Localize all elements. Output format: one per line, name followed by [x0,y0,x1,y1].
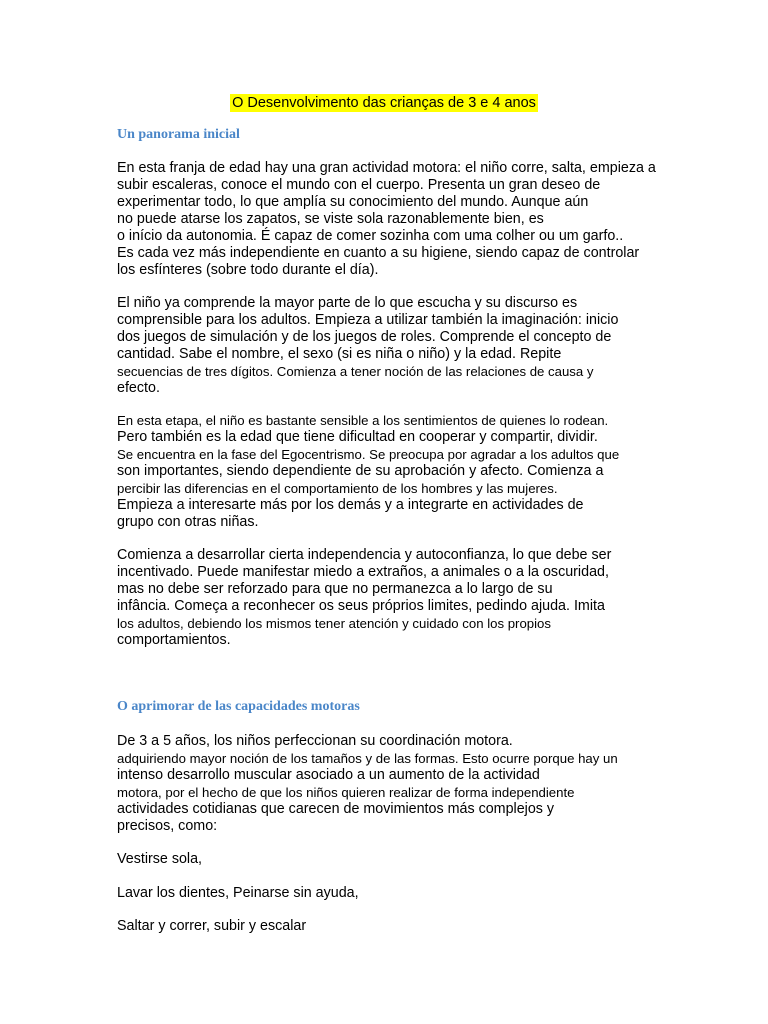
text-line: no puede atarse los zapatos, se viste sola razonablemente bien, es [117,211,544,227]
text-line: los adultos, debiendo los mismos tener atención y cuidado con los propios [117,616,551,631]
text-line: comprensible para los adultos. Empieza a utilizar también la imaginación: inicio [117,312,619,328]
text-line: Saltar y correr, subir y escalar [117,918,307,934]
text-line: Pero también es la edad que tiene dificultad en cooperar y compartir, dividir. [117,429,598,445]
text-line: En esta franja de edad hay una gran actividad motora: el niño corre, salta, empieza a [117,160,656,176]
text-line: Se encuentra en la fase del Egocentrismo. Se preocupa por agradar a los adultos que [117,447,620,462]
text-line: grupo con otras niñas. [117,514,259,530]
paragraph-5 [117,733,677,835]
text-line: Empieza a interesarte más por los demás y a integrarte en actividades de [117,497,584,513]
text-line: motora, por el hecho de que los niños quieren realizar de forma independiente [117,785,575,800]
paragraph-3 [117,412,677,531]
text-line: cantidad. Sabe el nombre, el sexo (si es niña o niño) y la edad. Repite [117,346,562,362]
text-line: incentivado. Puede manifestar miedo a extraños, a animales o a la oscuridad, [117,564,609,580]
text-line: Comienza a desarrollar cierta independencia y autoconfianza, lo que debe ser [117,547,612,563]
text-line: El niño ya comprende la mayor parte de lo que escucha y su discurso es [117,295,578,311]
section-heading-panorama: Un panorama inicial [117,127,240,142]
section-heading-motor: O aprimorar de las capacidades motoras [117,699,360,714]
text-line: mas no debe ser reforzado para que no permanezca a lo largo de su [117,581,553,597]
title-wrap [0,94,768,112]
text-line: efecto. [117,380,160,396]
paragraph-1 [117,160,677,279]
paragraph-7 [117,885,677,902]
text-line: infância. Começa a reconhecer os seus próprios limites, pedindo ajuda. Imita [117,598,605,614]
text-line: Es cada vez más independiente en cuanto a su higiene, siendo capaz de controlar [117,245,640,261]
text-line: En esta etapa, el niño es bastante sensible a los sentimientos de quienes lo rodean. [117,413,609,428]
document-title: O Desenvolvimento das crianças de 3 e 4 anos [232,95,536,111]
text-line: comportamientos. [117,632,231,648]
text-line: intenso desarrollo muscular asociado a un aumento de la actividad [117,767,540,783]
text-line: Lavar los dientes, Peinarse sin ayuda, [117,885,359,901]
text-line: secuencias de tres dígitos. Comienza a tener noción de las relaciones de causa y [117,364,594,379]
text-line: percibir las diferencias en el comportamiento de los hombres y las mujeres. [117,481,558,496]
text-line: subir escaleras, conoce el mundo con el cuerpo. Presenta un gran deseo de [117,177,601,193]
text-line: o início da autonomia. É capaz de comer sozinha com uma colher ou um garfo.. [117,228,624,244]
paragraph-2 [117,295,677,397]
text-line: Vestirse sola, [117,851,203,867]
text-line: De 3 a 5 años, los niños perfeccionan su coordinación motora. [117,733,513,749]
text-line: actividades cotidianas que carecen de movimientos más complejos y [117,801,555,817]
text-line: experimentar todo, lo que amplía su conocimiento del mundo. Aunque aún [117,194,589,210]
paragraph-6 [117,851,677,868]
text-line: precisos, como: [117,818,218,834]
text-line: dos juegos de simulación y de los juegos de roles. Comprende el concepto de [117,329,612,345]
paragraph-8 [117,918,677,935]
text-line: los esfínteres (sobre todo durante el día). [117,262,379,278]
text-line: son importantes, siendo dependiente de su aprobación y afecto. Comienza a [117,463,604,479]
paragraph-4 [117,547,677,649]
text-line: adquiriendo mayor noción de los tamaños y de las formas. Esto ocurre porque hay un [117,751,618,766]
